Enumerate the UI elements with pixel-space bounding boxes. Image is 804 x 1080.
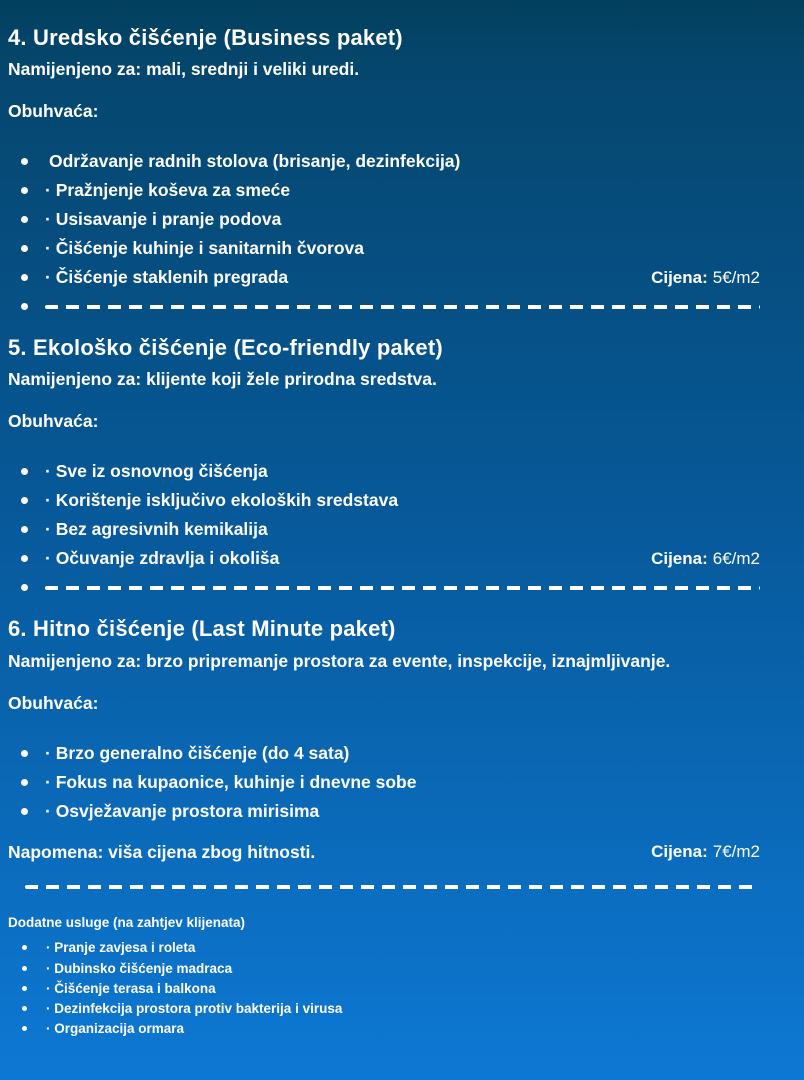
list-item-text: · Bez agresivnih kemikalija <box>45 519 268 540</box>
bullet-icon <box>22 945 27 950</box>
section-heading: 5. Ekološko čišćenje (Eco-friendly paket) <box>8 335 443 361</box>
bullet-icon <box>21 245 28 252</box>
section-item-list <box>8 147 760 321</box>
list-item-text: · Usisavanje i pranje podova <box>45 209 282 230</box>
bullet-icon <box>22 1026 27 1031</box>
list-item <box>8 958 760 978</box>
bullet-icon <box>21 584 28 591</box>
note-row <box>8 838 760 867</box>
list-item-text: · Organizacija ormara <box>46 1021 185 1037</box>
note-text: Napomena: viša cijena zbog hitnosti. <box>8 841 316 862</box>
list-item-text: · Brzo generalno čišćenje (do 4 sata) <box>45 742 350 763</box>
list-item-text: · Čišćenje kuhinje i sanitarnih čvorova <box>45 238 364 259</box>
list-item-text: · Korištenje isključivo ekoloških sredstava <box>45 490 399 511</box>
list-item-text: · Čišćenje terasa i balkona <box>46 980 216 996</box>
section-includes-label: Obuhvaća: <box>8 411 99 432</box>
list-item <box>8 1019 760 1039</box>
list-item-text: · Sve iz osnovnog čišćenja <box>45 461 268 482</box>
list-item <box>8 797 760 826</box>
list-item-text: · Dubinsko čišćenje madraca <box>46 960 233 976</box>
list-item-text: · Pranje zavjesa i roleta <box>46 940 196 956</box>
section-includes-label: Obuhvaća: <box>8 101 99 122</box>
list-item-text: Održavanje radnih stolova (brisanje, dezinfekcija) <box>49 151 461 172</box>
bullet-icon <box>21 274 28 281</box>
section-item-list <box>8 457 760 602</box>
divider-row <box>25 885 760 889</box>
bullet-icon <box>21 497 28 504</box>
bullet-icon <box>21 303 28 310</box>
dashed-divider <box>25 885 760 889</box>
list-item-text: · Očuvanje zdravlja i okoliša <box>45 548 280 569</box>
price-label: Cijena: <box>651 267 708 287</box>
bullet-icon <box>21 750 28 757</box>
bullet-icon <box>21 555 28 562</box>
bullet-icon <box>21 808 28 815</box>
section-heading: 6. Hitno čišćenje (Last Minute paket) <box>8 616 396 642</box>
section-target: Namijenjeno za: mali, srednji i veliki uredi. <box>8 59 360 80</box>
section-includes-label: Obuhvaća: <box>8 692 99 713</box>
list-item <box>8 263 760 292</box>
list-item <box>8 457 760 486</box>
list-item <box>8 176 760 205</box>
list-item <box>8 739 760 768</box>
list-item <box>8 515 760 544</box>
section-business-paket <box>8 26 760 321</box>
list-item <box>8 978 760 998</box>
section-target: Namijenjeno za: brzo pripremanje prostora za evente, inspekcije, iznajmljivanje. <box>8 650 671 671</box>
price <box>651 268 760 288</box>
divider-row <box>8 292 760 321</box>
section-eco-paket <box>8 336 760 602</box>
divider-row <box>8 573 760 602</box>
list-item-text: · Čišćenje staklenih pregrada <box>45 267 289 288</box>
price-value: 5€/m2 <box>712 267 760 287</box>
section-item-list <box>8 739 760 826</box>
bullet-icon <box>22 1006 27 1011</box>
additional-services <box>8 915 760 1039</box>
list-item <box>8 486 760 515</box>
list-item <box>8 768 760 797</box>
section-lastminute-paket <box>8 617 760 866</box>
bullet-icon <box>21 216 28 223</box>
additional-item-list <box>8 938 760 1039</box>
dashed-divider <box>45 305 760 309</box>
list-item-text: · Fokus na kupaonice, kuhinje i dnevne sobe <box>45 771 417 792</box>
bullet-icon <box>21 158 28 165</box>
bullet-icon <box>21 187 28 194</box>
section-target: Namijenjeno za: klijente koji žele prirodna sredstva. <box>8 369 437 390</box>
bullet-icon <box>21 468 28 475</box>
list-item <box>8 544 760 573</box>
price-label: Cijena: <box>651 548 708 568</box>
list-item <box>8 147 760 176</box>
bullet-icon <box>22 966 27 971</box>
section-heading: 4. Uredsko čišćenje (Business paket) <box>8 25 403 50</box>
price-value: 6€/m2 <box>712 548 760 568</box>
additional-heading: Dodatne usluge (na zahtjev klijenata) <box>8 914 246 930</box>
price <box>651 842 760 862</box>
list-item-text: · Dezinfekcija prostora protiv bakterija i virusa <box>46 1001 343 1017</box>
price <box>651 549 760 569</box>
bullet-icon <box>22 986 27 991</box>
bullet-icon <box>21 526 28 533</box>
list-item <box>8 998 760 1018</box>
list-item <box>8 205 760 234</box>
list-item <box>8 938 760 958</box>
dashed-divider <box>45 586 760 590</box>
list-item-text: · Osvježavanje prostora mirisima <box>45 800 320 821</box>
bullet-icon <box>21 779 28 786</box>
list-item <box>8 234 760 263</box>
price-label: Cijena: <box>651 842 708 862</box>
list-item-text: · Pražnjenje koševa za smeće <box>45 180 291 201</box>
price-value: 7€/m2 <box>712 842 760 862</box>
